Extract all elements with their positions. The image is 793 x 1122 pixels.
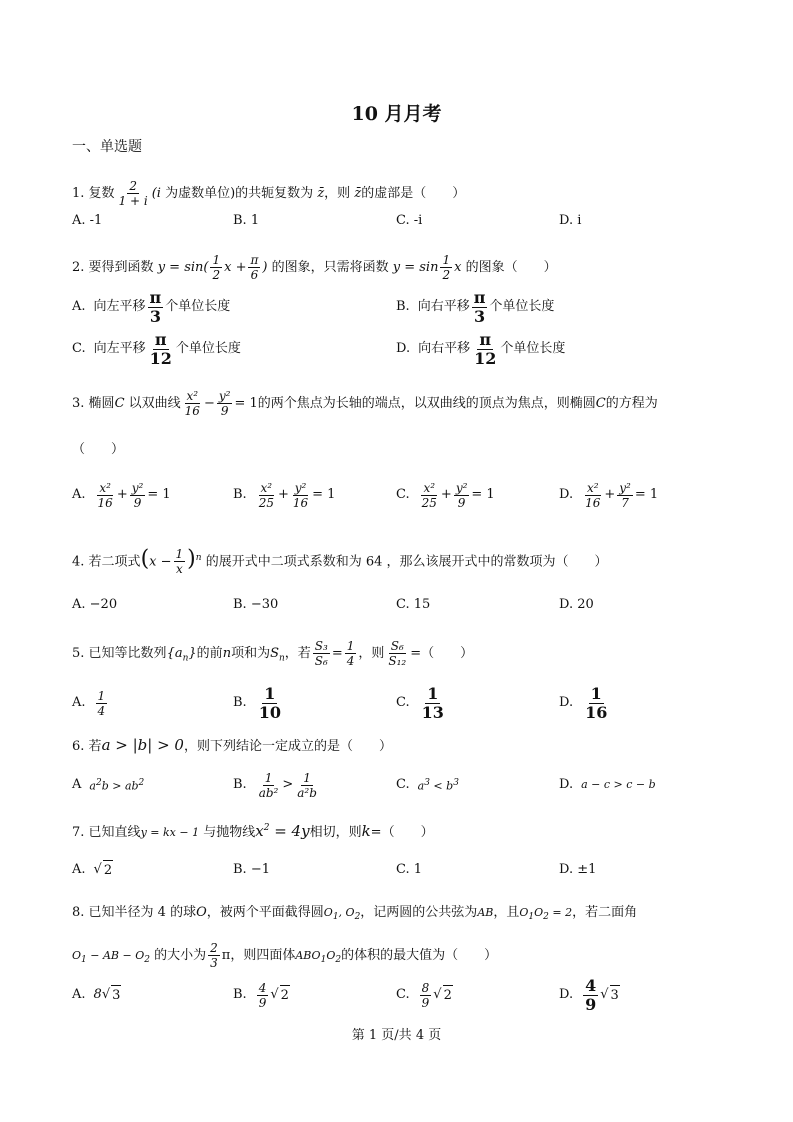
question-5: 5. 已知等比数列$\{a_n\}$的前n项和为$S_n$，若 $\frac{\text{S₃}}{\text{S₆}}$ = $\frac{1}{4}$ ，则 $\frac{\text{S₆}}{\text{S₁₂}}$ =（ ） <box>72 639 474 668</box>
question-3-options <box>72 480 732 510</box>
option-b[interactable]: B. 向右平移 $\frac{\pi}{3}$ 个单位长度 <box>396 287 555 326</box>
option-b[interactable]: B. $\frac{1}{10}$ <box>233 683 281 722</box>
option-d[interactable]: D. 向右平移 $\frac{\pi}{12}$ 个单位长度 <box>396 329 566 368</box>
option-a[interactable]: A. −20 <box>72 597 118 612</box>
option-a[interactable]: A $a^2b > ab^2$ <box>72 777 145 793</box>
section-heading: 一、单选题 <box>72 139 142 155</box>
question-8: 8. 已知半径为 4 的球O，被两个平面截得圆$O_1$, $O_2$，记两圆的公共弦为AB，且$O_1O_2 = 2$，若二面角 <box>72 905 638 923</box>
option-b[interactable]: B. −30 <box>233 597 279 612</box>
question-6-options <box>72 770 732 800</box>
formula-y-sin: y = sin( <box>157 260 209 275</box>
option-a[interactable]: A. 8 √ 3 <box>72 980 121 1010</box>
option-c[interactable]: C. $\frac{1}{13}$ <box>396 683 444 722</box>
option-c[interactable]: C. 1 <box>396 862 423 877</box>
question-2-options-row2 <box>72 329 732 368</box>
page-footer: 第 1 页/共 4 页 <box>351 1028 442 1043</box>
option-c[interactable]: C. -i <box>396 213 423 228</box>
question-8-line2: $O_1$ − AB − $O_2$ 的大小为 $\frac{2}{3}$ π，则四面体$ABO_1O_2$的体积的最大值为（ ） <box>72 941 498 970</box>
option-a[interactable]: A. $\frac{\text{x²}}{16}$ + $\frac{\text{y²}}{9}$ = 1 <box>72 480 171 510</box>
option-a[interactable]: A. 向左平移 $\frac{\pi}{3}$ 个单位长度 <box>72 287 231 326</box>
option-b[interactable]: B. $\frac{4}{9}$ √ 2 <box>233 980 289 1010</box>
question-1-options <box>72 206 732 236</box>
option-c[interactable]: C. $\frac{\text{x²}}{25}$ + $\frac{\text{y²}}{9}$ = 1 <box>396 480 495 510</box>
option-d[interactable]: D. $\frac{4}{9}$ √ 3 <box>559 975 619 1014</box>
option-a[interactable]: A. -1 <box>72 213 103 228</box>
question-6: 6. 若a > |b| > 0，则下列结论一定成立的是（ ） <box>72 736 392 754</box>
option-c[interactable]: C. $\frac{8}{9}$ √ 2 <box>396 980 452 1010</box>
question-7-options <box>72 855 732 885</box>
option-c[interactable]: C. $a^3 < b^3$ <box>396 777 459 793</box>
option-b[interactable]: B. 1 <box>233 213 260 228</box>
option-b[interactable]: B. $\frac{1}{\text{ab²}}$ > $\frac{1}{\text{a²b}}$ <box>233 770 317 800</box>
question-5-options <box>72 683 732 722</box>
question-4-options <box>72 590 732 620</box>
question-2-options-row1 <box>72 287 732 326</box>
option-c[interactable]: C. 向左平移 $\frac{\pi}{12}$ 个单位长度 <box>72 329 241 368</box>
page-title: 10 月月考 <box>351 103 442 125</box>
option-a[interactable]: A. $\frac{1}{4}$ <box>72 688 106 718</box>
option-d[interactable]: D. 20 <box>559 597 594 612</box>
question-8-options <box>72 975 732 1014</box>
question-1: 1. 复数 $\frac{2}{1 + i}$ (i 为虚数单位)的共轭复数为 z̄，则 z̄的虚部是（ ） <box>72 179 466 208</box>
option-d[interactable]: D. ±1 <box>559 862 597 877</box>
option-d[interactable]: D. $\frac{1}{16}$ <box>559 683 608 722</box>
option-c[interactable]: C. 15 <box>396 597 431 612</box>
option-d[interactable]: D. i <box>559 213 582 228</box>
question-2: 2. 要得到函数 y = sin( $\frac{1}{2}$ x + $\frac{\pi}{6}$ ) 的图象，只需将函数 y = sin $\frac{1}{2}$ x 的图象（ ） <box>72 253 557 282</box>
option-a[interactable]: A. √ 2 <box>72 855 113 885</box>
question-7: 7. 已知直线y = kx − 1 与抛物线$x^2 = 4y$相切，则k=（ ） <box>72 822 434 840</box>
question-3: 3. 椭圆C 以双曲线 $\frac{\text{x²}}{16}$ − $\frac{\text{y²}}{9}$ = 1的两个焦点为长轴的端点，以双曲线的顶点为焦点，则椭圆C的方程为 <box>72 389 658 418</box>
formula-2-over-1-plus-i: $\frac{2}{1 + i}$ <box>118 179 148 208</box>
option-d[interactable]: D. a − c > c − b <box>559 777 656 792</box>
option-b[interactable]: B. −1 <box>233 862 270 877</box>
question-4: 4. 若二项式(x − $\frac{1}{x}$ )$^n$ 的展开式中二项式系数和为 64 ，那么该展开式中的常数项为（ ） <box>72 546 608 577</box>
option-d[interactable]: D. $\frac{\text{x²}}{16}$ + $\frac{\text{y²}}{7}$ = 1 <box>559 480 659 510</box>
option-b[interactable]: B. $\frac{\text{x²}}{25}$ + $\frac{\text{y²}}{16}$ = 1 <box>233 480 336 510</box>
question-3-paren: （ ） <box>72 442 125 457</box>
